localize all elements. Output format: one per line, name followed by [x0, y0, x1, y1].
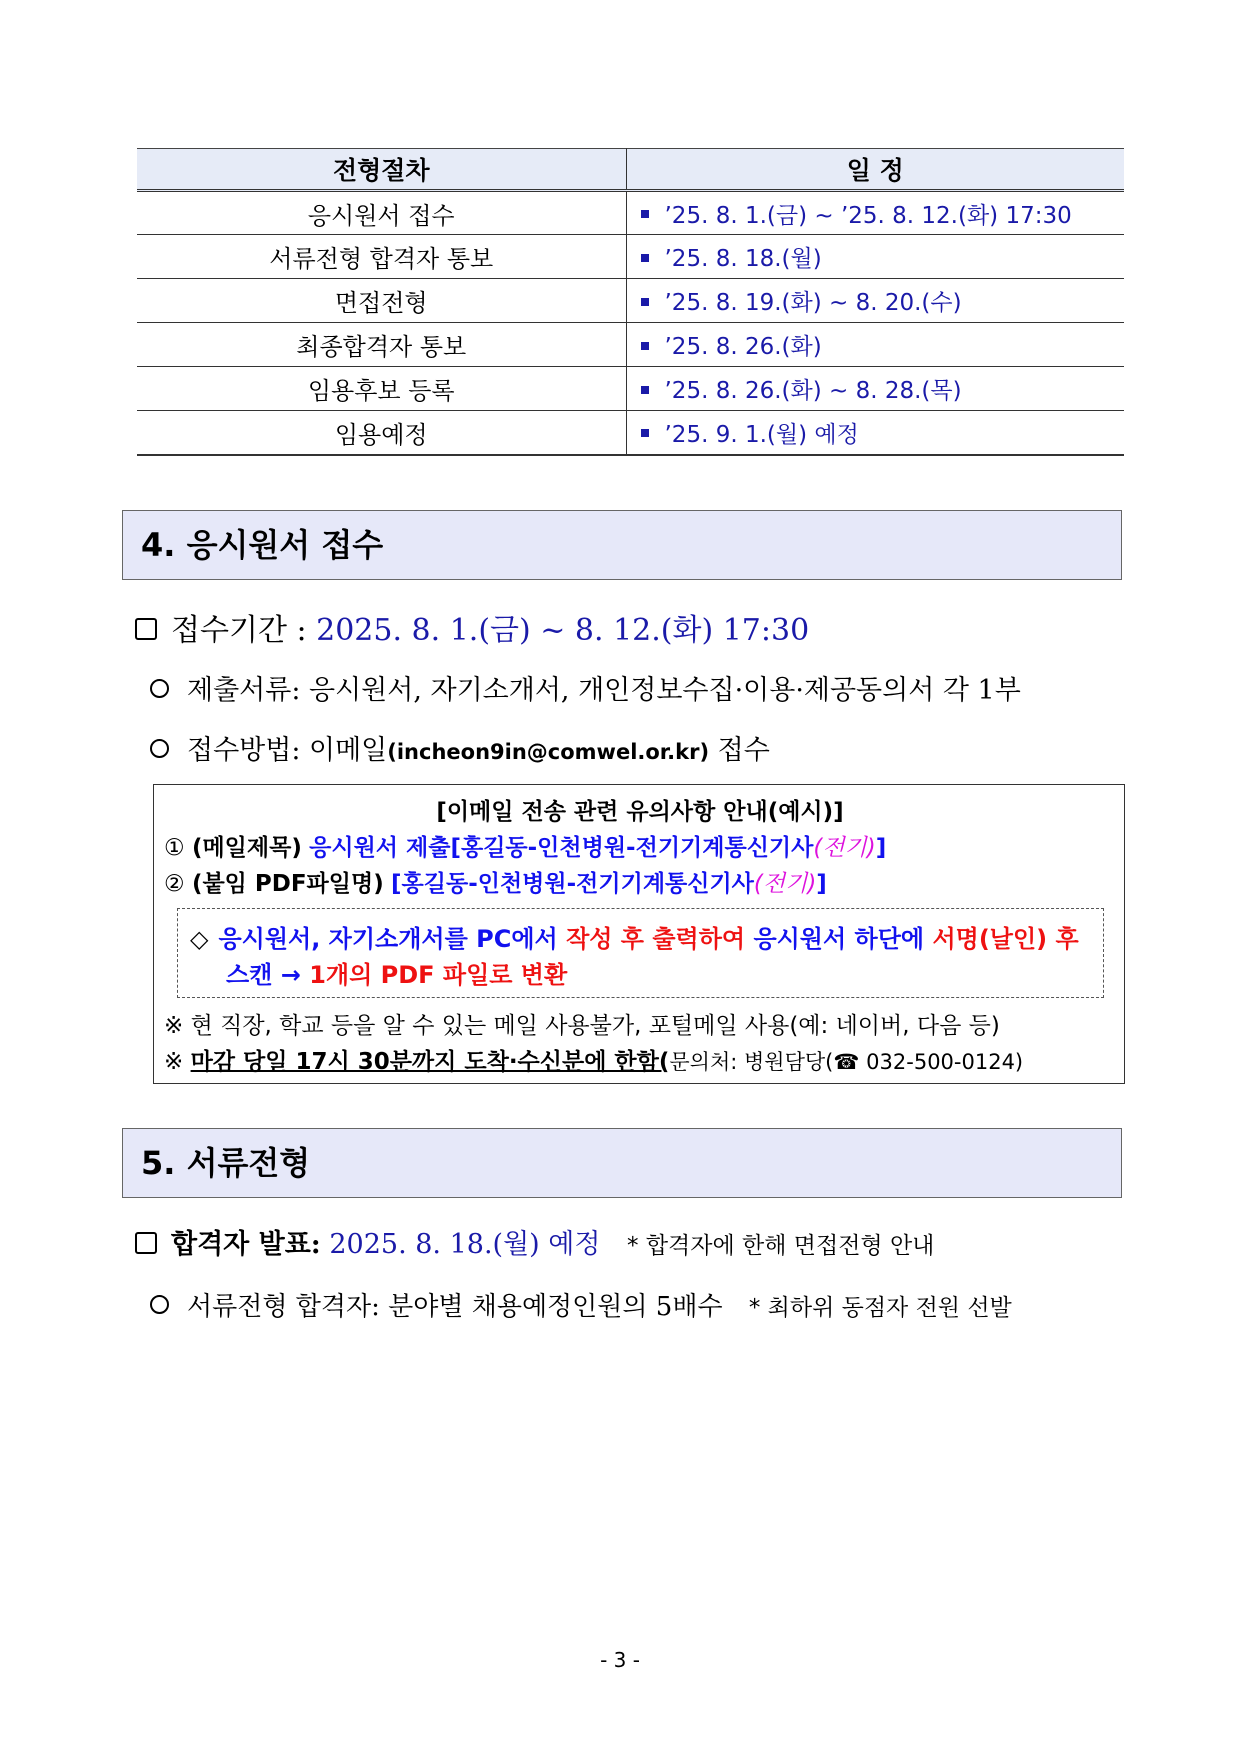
instruction-line-2 — [226, 955, 567, 990]
notice-item-2-label: (붙임 PDF파일명) — [191, 871, 384, 897]
pass-text: 서류전형 합격자: 분야별 채용예정인원의 5배수 — [187, 1292, 723, 1322]
notice-item-1-num: ① — [164, 835, 185, 861]
instruction-1d: 서명(날인) 후 — [932, 925, 1079, 953]
schedule-date: ’25. 8. 19.(화) ~ 8. 20.(수) — [664, 290, 962, 316]
notice-item-2-category: (전기) — [753, 871, 817, 897]
square-bullet-icon — [641, 210, 649, 218]
schedule-step: 면접전형 — [137, 279, 626, 323]
table-row — [137, 191, 1124, 235]
notice-note-2-mark: ※ — [164, 1049, 184, 1075]
schedule-header-row — [137, 149, 1124, 191]
table-row — [137, 235, 1124, 279]
checkbox-square-icon — [135, 618, 157, 640]
circle-bullet-icon — [150, 679, 169, 698]
table-row — [137, 279, 1124, 323]
notice-item-1-category: (전기) — [813, 835, 876, 861]
pass-note: * 최하위 동점자 전원 선발 — [748, 1295, 1012, 1321]
notice-note-2-deadline: 마감 당일 17시 30분까지 도착·수신분에 한함( — [190, 1049, 670, 1075]
circle-bullet-icon — [150, 739, 169, 758]
circle-bullet-icon — [150, 1295, 169, 1314]
square-bullet-icon — [641, 386, 649, 394]
notice-note-2-contact: 문의처: 병원담당(☎ 032-500-0124) — [669, 1050, 1024, 1074]
method-email: (incheon9in@comwel.or.kr) — [387, 740, 710, 764]
instruction-1a: 응시원서, 자기소개서를 PC에서 — [218, 925, 558, 953]
square-bullet-icon — [641, 298, 649, 306]
notice-instruction-box — [177, 908, 1104, 998]
method-prefix: 접수방법: 이메일 — [187, 735, 388, 766]
square-bullet-icon — [641, 429, 649, 437]
table-row — [137, 367, 1124, 411]
period-line — [135, 605, 809, 649]
schedule-header-step: 전형절차 — [137, 149, 626, 191]
checkbox-square-icon — [135, 1232, 157, 1254]
schedule-date: ’25. 9. 1.(월) 예정 — [664, 421, 859, 448]
announce-label: 합격자 발표: — [171, 1229, 321, 1260]
square-bullet-icon — [641, 254, 649, 262]
notice-item-2-value: [홍길동-인천병원-전기기계통신기사 — [391, 871, 754, 897]
table-row — [137, 411, 1124, 455]
schedule-step: 서류전형 합격자 통보 — [137, 235, 626, 279]
instruction-2a: 스캔 → — [226, 961, 301, 989]
instruction-line-1 — [190, 919, 1079, 954]
period-label: 접수기간 : — [171, 613, 307, 648]
method-suffix: 접수 — [717, 735, 770, 766]
table-row — [137, 323, 1124, 367]
schedule-step: 최종합격자 통보 — [137, 323, 626, 367]
pass-line — [150, 1286, 1012, 1323]
schedule-date: ’25. 8. 18.(월) — [664, 246, 822, 272]
instruction-1b: 작성 후 출력하여 — [566, 925, 746, 953]
email-notice-box — [153, 784, 1125, 1084]
docs-text: 제출서류: 응시원서, 자기소개서, 개인정보수집·이용·제공동의서 각 1부 — [187, 675, 1021, 706]
method-line — [150, 728, 770, 767]
schedule-date: ’25. 8. 1.(금) ~ ’25. 8. 12.(화) 17:30 — [664, 202, 1072, 229]
period-value: 2025. 8. 1.(금) ~ 8. 12.(화) 17:30 — [316, 613, 810, 648]
announce-note: * 합격자에 한해 면접전형 안내 — [627, 1233, 935, 1259]
diamond-icon: ◇ — [190, 925, 209, 953]
docs-line — [150, 668, 1021, 707]
schedule-table — [137, 148, 1124, 456]
section-5-header: 5. 서류전형 — [122, 1128, 1122, 1198]
notice-item-1-end: ] — [875, 835, 887, 861]
notice-note-2 — [164, 1043, 1023, 1076]
schedule-step: 임용후보 등록 — [137, 367, 626, 411]
notice-item-2 — [164, 865, 827, 898]
announce-value: 2025. 8. 18.(월) 예정 — [329, 1229, 601, 1260]
notice-item-1 — [164, 829, 886, 862]
notice-item-1-label: (메일제목) — [191, 835, 302, 861]
notice-item-2-end: ] — [816, 871, 827, 897]
notice-note-1: ※ 현 직장, 학교 등을 알 수 있는 메일 사용불가, 포털메일 사용(예: 네이버, 다음 등) — [164, 1013, 1000, 1039]
notice-item-1-value: 응시원서 제출[홍길동-인천병원-전기기계통신기사 — [309, 835, 814, 861]
schedule-step: 임용예정 — [137, 411, 626, 455]
schedule-date: ’25. 8. 26.(화) — [664, 334, 822, 360]
schedule-header-date: 일 정 — [626, 149, 1124, 191]
instruction-1c: 응시원서 하단에 — [753, 925, 925, 953]
schedule-step: 응시원서 접수 — [137, 191, 626, 235]
schedule-date: ’25. 8. 26.(화) ~ 8. 28.(목) — [664, 378, 962, 404]
notice-title: [이메일 전송 관련 유의사항 안내(예시)] — [436, 799, 844, 825]
section-4-header: 4. 응시원서 접수 — [122, 510, 1122, 580]
notice-item-2-num: ② — [164, 871, 185, 897]
announce-line — [135, 1222, 934, 1261]
square-bullet-icon — [641, 342, 649, 350]
page-number: - 3 - — [600, 1648, 640, 1672]
instruction-2b: 1개의 PDF 파일로 변환 — [309, 961, 568, 989]
